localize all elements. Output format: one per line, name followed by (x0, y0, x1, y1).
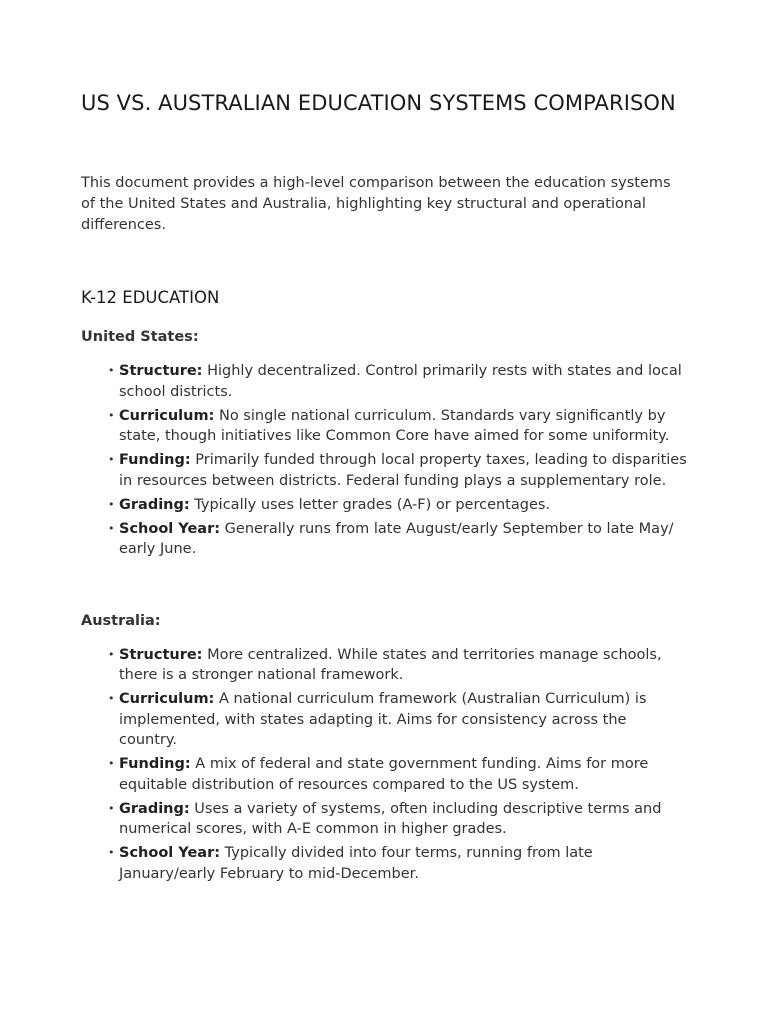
list-item (119, 689, 688, 751)
item-term: Structure: (119, 363, 203, 379)
item-term: Funding: (119, 756, 191, 772)
list-item (119, 495, 688, 516)
us-bullet-list (81, 361, 688, 560)
country-heading-australia: Australia: (81, 612, 161, 629)
item-text: A national curriculum framework (Australian Curriculum) is implemented, with states adapting it. Aims for consistency across the country. (119, 691, 647, 748)
item-term: School Year: (119, 845, 221, 861)
item-text: Uses a variety of systems, often including descriptive terms and numerical scores, with A-E common in higher grades. (119, 800, 662, 837)
section-heading-k12: K-12 EDUCATION (81, 288, 220, 307)
list-item (119, 645, 688, 686)
list-item (119, 361, 688, 402)
list-item (119, 519, 688, 560)
document-title: US VS. AUSTRALIAN EDUCATION SYSTEMS COMPARISON (81, 91, 676, 115)
australia-bullet-list (81, 645, 688, 885)
list-item (119, 406, 688, 447)
country-heading-us: United States: (81, 329, 199, 345)
item-term: School Year: (119, 520, 221, 537)
item-text: A mix of federal and state government funding. Aims for more equitable distribution of resources compared to the US system. (119, 756, 649, 793)
item-text: More centralized. While states and territories manage schools, there is a stronger national framework. (119, 646, 662, 683)
item-text: Typically uses letter grades (A-F) or percentages. (189, 496, 551, 513)
list-item (119, 799, 688, 840)
item-term: Curriculum: (119, 691, 215, 707)
item-text: No single national curriculum. Standards vary significantly by state, though initiatives like Common Core have aimed for some uniformity. (119, 407, 670, 444)
item-term: Curriculum: (119, 407, 215, 424)
item-term: Grading: (119, 496, 190, 513)
item-text: Generally runs from late August/early September to late May/ early June. (119, 520, 674, 557)
item-text: Highly decentralized. Control primarily rests with states and local school districts. (119, 363, 682, 400)
list-item (119, 754, 688, 795)
list-item (119, 843, 688, 884)
item-term: Structure: (119, 646, 203, 663)
item-text: Primarily funded through local property taxes, leading to disparities in resources between districts. Federal funding plays a supplementary role. (119, 452, 687, 489)
item-term: Funding: (119, 452, 191, 468)
item-text: Typically divided into four terms, running from late January/early February to mid-December. (119, 845, 593, 882)
list-item (119, 450, 688, 491)
intro-paragraph: This document provides a high-level comparison between the education systems of the United States and Australia, highlighting key structural and operational differences. (81, 175, 671, 233)
item-term: Grading: (119, 800, 190, 817)
